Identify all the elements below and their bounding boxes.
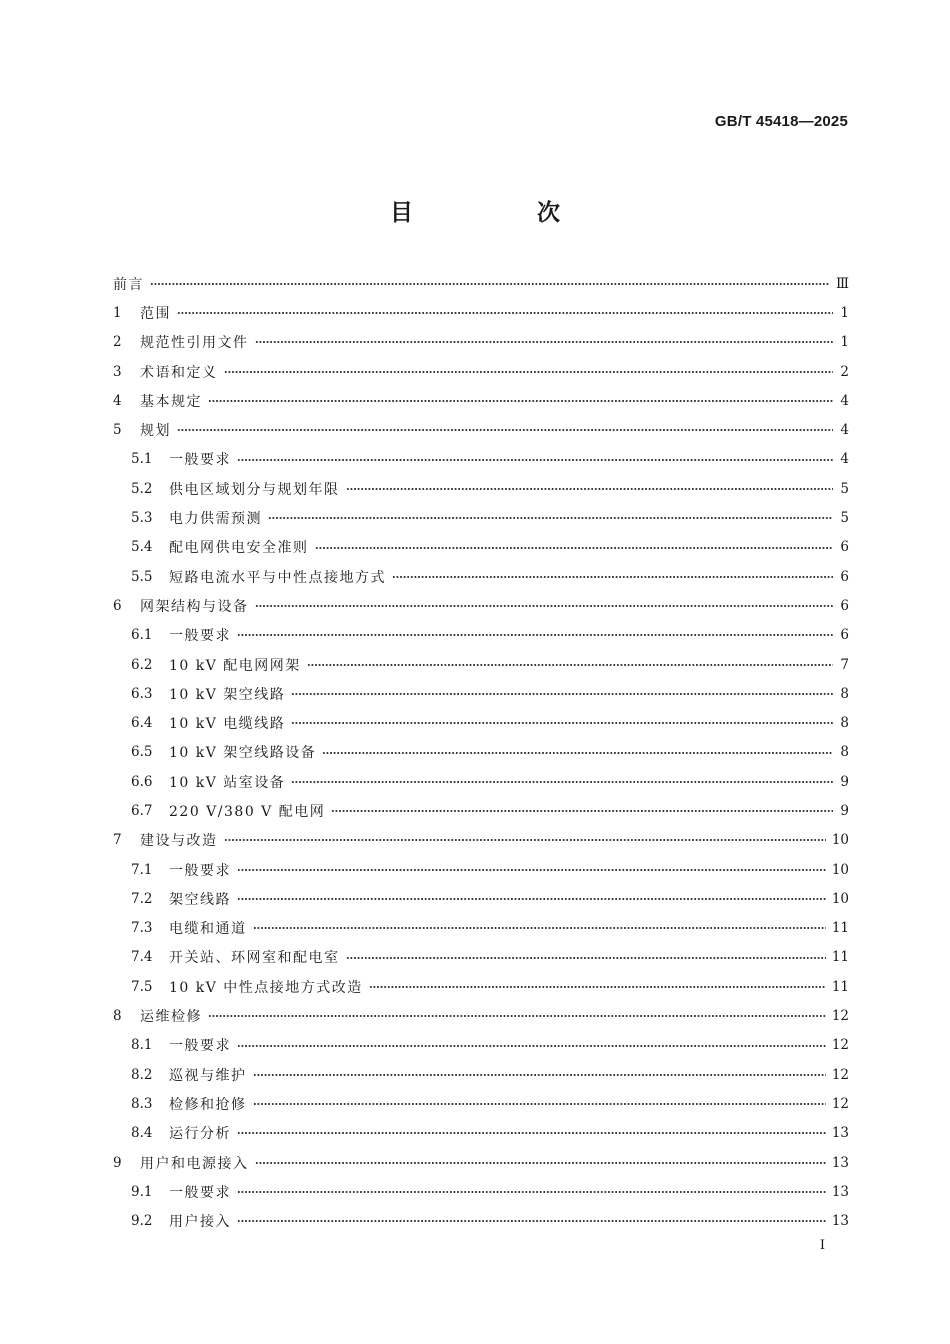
toc-entry[interactable] (113, 533, 849, 562)
dot-leader (346, 484, 834, 494)
dot-leader (177, 425, 833, 435)
toc-entry-label: 前言 (113, 276, 144, 293)
toc-entry-number: 6 (113, 597, 122, 614)
toc-entry-label: 网架结构与设备 (140, 598, 249, 615)
toc-entry-number: 6.6 (131, 773, 153, 790)
toc-entry-label: 一般要求 (169, 628, 231, 645)
toc-entry-label: 规划 (140, 423, 171, 440)
toc-entry-page: 11 (831, 949, 849, 966)
toc-entry-number: 5.1 (131, 451, 153, 468)
toc-entry-page: 12 (831, 1037, 849, 1054)
dot-leader (268, 513, 833, 523)
toc-entry[interactable] (113, 708, 849, 737)
toc-entry-number: 7.4 (131, 949, 153, 966)
toc-entry-label: 10 kV 架空线路 (169, 686, 286, 703)
dot-leader (237, 894, 826, 904)
dot-leader (255, 601, 834, 611)
toc-entry-page: 1 (840, 304, 849, 321)
page-number: Ⅰ (819, 1238, 825, 1253)
toc-entry-page: 4 (840, 422, 849, 439)
toc-entry-page: 12 (831, 1066, 849, 1083)
toc-entry-page: 8 (840, 744, 849, 761)
toc-entry[interactable] (113, 738, 849, 767)
dot-leader (369, 982, 826, 992)
toc-entry[interactable] (113, 298, 849, 327)
toc-entry[interactable] (113, 679, 849, 708)
toc-entry-label: 10 kV 中性点接地方式改造 (169, 979, 363, 996)
toc-entry-label: 一般要求 (169, 1184, 231, 1201)
toc-entry[interactable] (113, 445, 849, 474)
toc-entry-number: 6.7 (131, 802, 153, 819)
dot-leader (291, 718, 833, 728)
toc-entry[interactable] (113, 914, 849, 943)
toc-entry-label: 220 V/380 V 配电网 (169, 803, 326, 820)
toc-entry[interactable] (113, 591, 849, 620)
toc-entry[interactable] (113, 1089, 849, 1118)
toc-entry-number: 9 (113, 1154, 122, 1171)
toc-entry-label: 规范性引用文件 (140, 335, 249, 352)
toc-entry-number: 4 (113, 392, 122, 409)
toc-entry[interactable] (113, 826, 849, 855)
toc-entry-number: 6.1 (131, 627, 153, 644)
toc-entry-page: 13 (831, 1183, 849, 1200)
toc-entry-page: 9 (840, 773, 849, 790)
toc-entry-number: 9.2 (131, 1213, 153, 1230)
toc-entry[interactable] (113, 884, 849, 913)
toc-entry-label: 电力供需预测 (169, 511, 262, 528)
toc-entry-label: 电缆和通道 (169, 921, 247, 938)
toc-entry-page: 5 (840, 510, 849, 527)
toc-entry-number: 6.3 (131, 685, 153, 702)
toc-entry[interactable] (113, 269, 849, 298)
toc-entry-page: 2 (840, 363, 849, 380)
dot-leader (237, 1187, 826, 1197)
dot-leader (255, 337, 834, 347)
toc-entry-page: 10 (831, 861, 849, 878)
toc-entry-number: 6.5 (131, 744, 153, 761)
toc-entry[interactable] (113, 415, 849, 444)
toc-entry[interactable] (113, 767, 849, 796)
dot-leader (237, 1040, 826, 1050)
toc-entry-number: 8 (113, 1008, 122, 1025)
toc-entry-page: 4 (840, 451, 849, 468)
toc-entry-label: 一般要求 (169, 1038, 231, 1055)
toc-entry-number: 8.2 (131, 1066, 153, 1083)
toc-entry-label: 10 kV 站室设备 (169, 774, 286, 791)
toc-entry-label: 运行分析 (169, 1126, 231, 1143)
toc-entry-page: 10 (831, 832, 849, 849)
toc-entry-number: 6.2 (131, 656, 153, 673)
toc-entry-label: 供电区域划分与规划年限 (169, 481, 340, 498)
toc-entry-page: 12 (831, 1095, 849, 1112)
toc-entry[interactable] (113, 1001, 849, 1030)
toc-entry-page: 6 (840, 597, 849, 614)
toc-entry-number: 6.4 (131, 715, 153, 732)
toc-entry-number: 7.1 (131, 861, 153, 878)
toc-entry-number: 8.3 (131, 1095, 153, 1112)
dot-leader (150, 279, 830, 289)
toc-entry-label: 10 kV 配电网网架 (169, 657, 301, 674)
toc-entry[interactable] (113, 328, 849, 357)
toc-entry-page: 7 (840, 656, 849, 673)
dot-leader (253, 1099, 826, 1109)
dot-leader (237, 1216, 826, 1226)
toc-title: 目 次 (389, 200, 618, 226)
toc-entry-label: 10 kV 电缆线路 (169, 716, 286, 733)
toc-entry-page: 5 (840, 480, 849, 497)
dot-leader (322, 747, 833, 757)
dot-leader (392, 572, 833, 582)
toc-entry[interactable] (113, 1148, 849, 1177)
toc-entry-label: 术语和定义 (140, 364, 218, 381)
toc-entry[interactable] (113, 621, 849, 650)
toc-entry-page: 8 (840, 685, 849, 702)
toc-entry-page: 12 (831, 1008, 849, 1025)
toc-entry-number: 7.5 (131, 978, 153, 995)
dot-leader (307, 660, 833, 670)
dot-leader (331, 806, 833, 816)
dot-leader (255, 1158, 826, 1168)
dot-leader (346, 952, 826, 962)
toc-entry[interactable] (113, 972, 849, 1001)
toc-entry[interactable] (113, 1060, 849, 1089)
toc-entry[interactable] (113, 503, 849, 532)
toc-entry-page: 13 (831, 1154, 849, 1171)
toc-entry-label: 一般要求 (169, 452, 231, 469)
toc-entry-label: 用户接入 (169, 1214, 231, 1231)
dot-leader (237, 630, 833, 640)
toc-entry-label: 范围 (140, 305, 171, 322)
toc-entry[interactable] (113, 943, 849, 972)
toc-entry-label: 建设与改造 (140, 833, 218, 850)
dot-leader (315, 542, 834, 552)
dot-leader (237, 865, 826, 875)
toc-entry[interactable] (113, 1119, 849, 1148)
toc-entry-page: 10 (831, 890, 849, 907)
toc-entry[interactable] (113, 562, 849, 591)
toc-entry-label: 一般要求 (169, 862, 231, 879)
dot-leader (291, 689, 833, 699)
toc-entry[interactable] (113, 1207, 849, 1236)
toc-entry-page: 13 (831, 1213, 849, 1230)
toc-entry-number: 8.4 (131, 1125, 153, 1142)
toc-entry[interactable] (113, 796, 849, 825)
toc-entry-number: 1 (113, 304, 122, 321)
toc-entry-number: 8.1 (131, 1037, 153, 1054)
toc-entry-number: 5.3 (131, 510, 153, 527)
toc-entry-page: 6 (840, 568, 849, 585)
toc-entry-page: 11 (831, 920, 849, 937)
toc-entry-label: 短路电流水平与中性点接地方式 (169, 569, 386, 586)
standard-number: GB/T 45418—2025 (714, 113, 848, 130)
toc-entry[interactable] (113, 357, 849, 386)
toc-entry-label: 配电网供电安全准则 (169, 540, 309, 557)
toc-entry-number: 5.2 (131, 480, 153, 497)
toc-entry-label: 检修和抢修 (169, 1096, 247, 1113)
toc-entry-page: Ⅲ (835, 275, 849, 292)
toc-entry-page: 9 (840, 802, 849, 819)
toc-entry-label: 运维检修 (140, 1009, 202, 1026)
toc-entry-number: 7 (113, 832, 122, 849)
toc-entry-page: 13 (831, 1125, 849, 1142)
toc-entry-page: 8 (840, 715, 849, 732)
toc-entry-number: 5.5 (131, 568, 153, 585)
toc-entry-page: 4 (840, 392, 849, 409)
toc-entry-page: 6 (840, 627, 849, 644)
toc-entry-number: 3 (113, 363, 122, 380)
toc-entry-page: 6 (840, 539, 849, 556)
dot-leader (177, 308, 833, 318)
toc-entry[interactable] (113, 474, 849, 503)
toc-entry[interactable] (113, 1031, 849, 1060)
dot-leader (253, 1070, 826, 1080)
toc-entry-number: 2 (113, 334, 122, 351)
toc-entry-label: 架空线路 (169, 891, 231, 908)
toc-entry-number: 9.1 (131, 1183, 153, 1200)
dot-leader (208, 396, 833, 406)
dot-leader (237, 454, 833, 464)
dot-leader (224, 367, 834, 377)
toc-entry-page: 1 (840, 334, 849, 351)
toc-entry-number: 5 (113, 422, 122, 439)
toc-entry-label: 开关站、环网室和配电室 (169, 950, 340, 967)
dot-leader (237, 1128, 826, 1138)
dot-leader (253, 923, 826, 933)
toc-entry-page: 11 (831, 978, 849, 995)
toc-entry-number: 7.2 (131, 890, 153, 907)
toc-entry[interactable] (113, 650, 849, 679)
toc-entry-label: 用户和电源接入 (140, 1155, 249, 1172)
toc-entry[interactable] (113, 855, 849, 884)
dot-leader (291, 777, 833, 787)
toc-entry-label: 巡视与维护 (169, 1067, 247, 1084)
toc-entry-number: 5.4 (131, 539, 153, 556)
table-of-contents (113, 269, 849, 1236)
dot-leader (208, 1011, 826, 1021)
toc-entry-label: 基本规定 (140, 393, 202, 410)
toc-entry[interactable] (113, 386, 849, 415)
dot-leader (224, 835, 826, 845)
toc-entry-number: 7.3 (131, 920, 153, 937)
toc-entry-label: 10 kV 架空线路设备 (169, 745, 317, 762)
toc-entry[interactable] (113, 1177, 849, 1206)
